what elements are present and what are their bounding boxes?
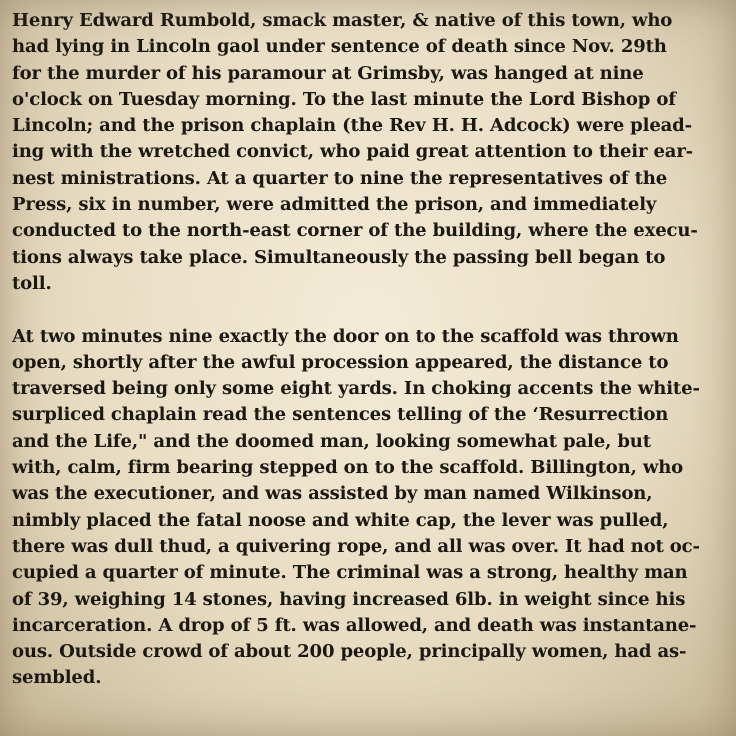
text-line: Henry Edward Rumbold, smack master, & native of this town, who (12, 10, 673, 31)
text-line: for the murder of his paramour at Grimsby, was hanged at nine (12, 62, 644, 84)
text-line: of 39, weighing 14 stones, having increased 6lb. in weight since his (12, 588, 686, 610)
text-line: ing with the wretched convict, who paid great attention to their ear- (12, 141, 694, 163)
text-line: Press, six in number, were admitted the prison, and immediately (12, 194, 657, 216)
text-line: cupied a quarter of minute. The criminal was a strong, healthy man (12, 562, 688, 584)
text-line: open, shortly after the awful procession appeared, the distance to (12, 351, 669, 373)
text-line: incarceration. A drop of 5 ft. was allowed, and death was instantane- (12, 614, 697, 636)
text-line: nimbly placed the fatal noose and white cap, the lever was pulled, (12, 509, 669, 531)
paragraph-2 (12, 324, 734, 692)
text-line: there was dull thud, a quivering rope, and all was over. It had not oc- (12, 535, 700, 557)
text-line: ous. Outside crowd of about 200 people, principally women, had as- (12, 641, 687, 663)
text-line: At two minutes nine exactly the door on to the scaffold was thrown (12, 325, 679, 347)
text-line: and the Life," and the doomed man, looking somewhat pale, but (12, 430, 651, 452)
paragraph-break (12, 297, 734, 323)
text-line: nest ministrations. At a quarter to nine the representatives of the (12, 167, 668, 189)
text-line: surpliced chaplain read the sentences telling of the ‘Resurrection (12, 404, 669, 426)
text-line: was the executioner, and was assisted by man named Wilkinson, (12, 483, 653, 505)
text-line: Lincoln; and the prison chaplain (the Rev H. H. Adcock) were plead- (12, 115, 692, 137)
text-line: o'clock on Tuesday morning. To the last minute the Lord Bishop of (12, 88, 676, 110)
paragraph-1 (12, 8, 734, 297)
text-line: traversed being only some eight yards. In choking accents the white- (12, 378, 700, 400)
text-line: toll. (12, 272, 52, 294)
text-line: sembled. (12, 667, 102, 689)
text-line: had lying in Lincoln gaol under sentence of death since Nov. 29th (12, 36, 667, 58)
text-line: tions always take place. Simultaneously the passing bell began to (12, 246, 666, 268)
text-line: with, calm, firm bearing stepped on to the scaffold. Billington, who (12, 457, 684, 479)
text-line: conducted to the north-east corner of the building, where the execu- (12, 220, 698, 242)
article-text (12, 8, 734, 692)
